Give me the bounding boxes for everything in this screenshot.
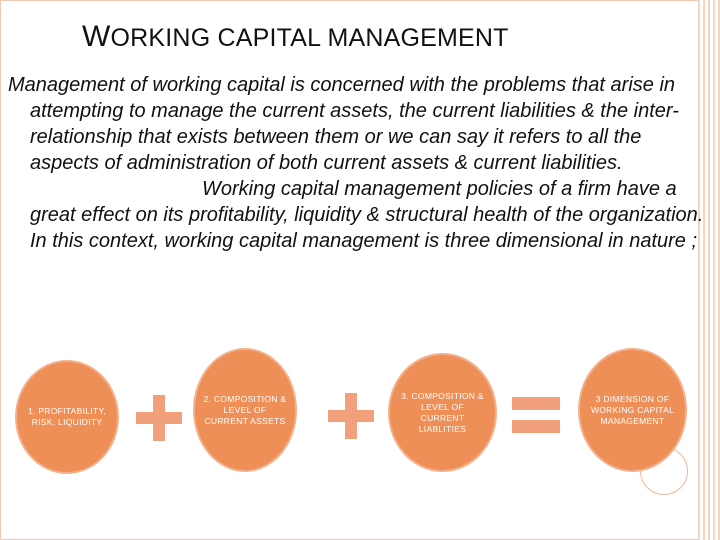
circle-profitability-label: 1. PROFITABILITY, RISK, LIQUIDITY [27,406,106,427]
plus-icon [328,393,374,439]
circle-current-assets-label: 2. COMPOSITION & LEVEL OF CURRENT ASSETS [203,393,287,426]
circle-three-dimensions [580,350,685,470]
circle-current-assets [195,350,295,470]
paragraph-1: Management of working capital is concerned with the problems that arise in attempting to manage the current assets, the current liabilities & the inter-relationship that exists between them or we can say it refers to all the aspects of administration of both current assets & current liabilities. [8,74,679,174]
slide-title [82,20,509,54]
paragraph-2: Working capital management policies of a firm have a great effect on its profitability, liquidity & structural health of the organization. In this context, working capital management is three dimensional in nature ; [30,178,704,252]
circle-three-dimensions-label: 3 DIMENSION OF WORKING CAPITAL MANAGEMENT [590,393,675,426]
circle-current-liabilities [390,355,495,470]
circle-profitability [17,362,117,472]
equals-icon [512,397,560,433]
body-text [8,72,708,254]
circle-current-liabilities-label: 3. COMPOSITION & LEVEL OF CURRENT LIABLITIES [401,390,484,434]
title-first-letter: W [82,20,111,53]
plus-icon [136,395,182,441]
title-rest: ORKING CAPITAL MANAGEMENT [110,24,509,52]
